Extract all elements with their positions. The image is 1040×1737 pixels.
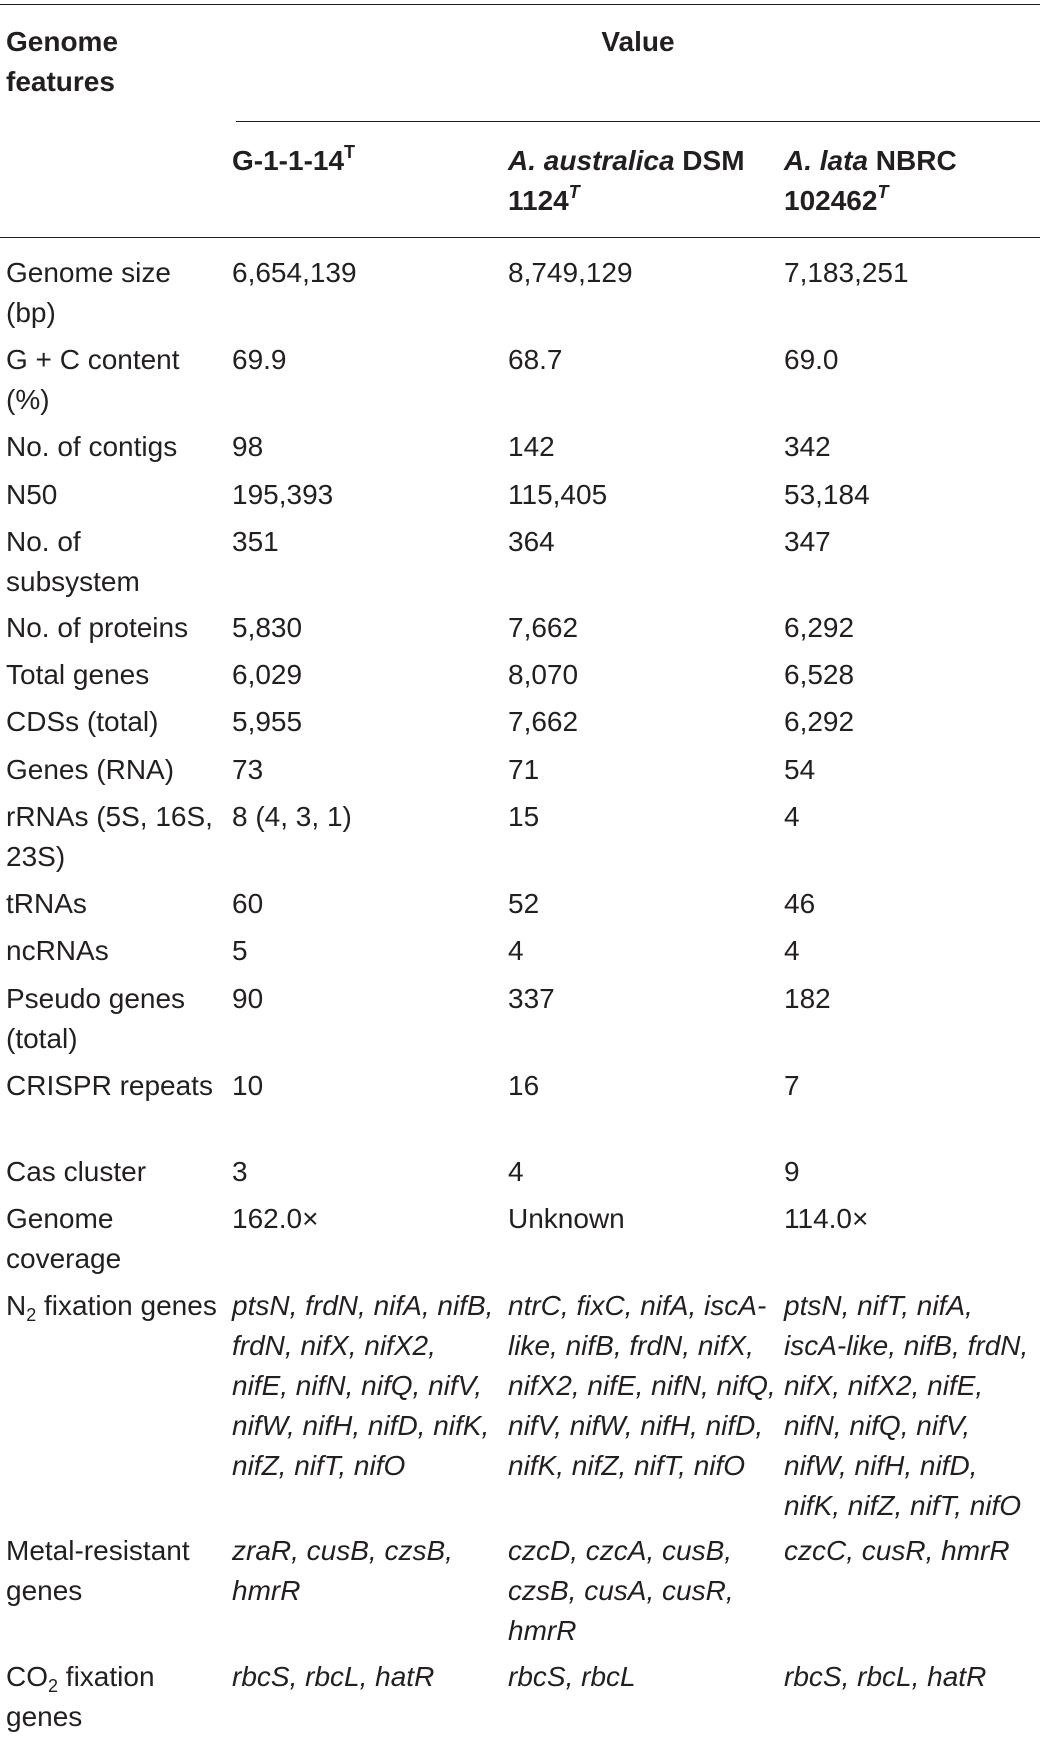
row-aa-value: 115,405 (508, 479, 608, 510)
row-feature: Metal-resistant genes (6, 1535, 190, 1606)
row-feature (6, 1286, 221, 1326)
row-g-value: 5 (232, 935, 248, 966)
row-aa-value: 4 (508, 1156, 524, 1187)
row-feature: No. of proteins (6, 612, 189, 643)
header-genome-features-text: Genome features (6, 26, 119, 97)
row-al-value: 347 (784, 526, 831, 557)
row-al-value: 69.0 (784, 344, 839, 375)
row-al-value: 53,184 (784, 479, 870, 510)
header-g-1-1-14 (232, 141, 497, 181)
row-aa-value: 8,749,129 (508, 257, 633, 288)
co2-label: fixation genes (6, 1661, 155, 1732)
row-aa-value: 52 (508, 888, 540, 919)
row-aa-value: czcD, czcA, cusB, czsB, cusA, cusR, hmrR (508, 1535, 734, 1646)
header-al-species: A. lata (784, 145, 869, 176)
row-feature: Cas cluster (6, 1156, 147, 1187)
row-al-value: 54 (784, 754, 816, 785)
n2-label: fixation genes (36, 1290, 217, 1321)
n2-subscript: 2 (26, 1305, 37, 1325)
co2-symbol: CO (6, 1661, 48, 1692)
co2-subscript: 2 (48, 1676, 59, 1696)
row-feature: rRNAs (5S, 16S, 23S) (6, 801, 213, 872)
header-a-lata (784, 141, 1040, 221)
header-bottom-rule (0, 237, 1040, 238)
row-al-value: 182 (784, 983, 831, 1014)
row-g-value: rbcS, rbcL, hatR (232, 1661, 435, 1692)
row-al-value: 6,528 (784, 659, 855, 690)
row-g-value: zraR, cusB, czsB, hmrR (232, 1535, 453, 1606)
row-g-value: 351 (232, 526, 279, 557)
row-aa-value: 71 (508, 754, 540, 785)
row-al-value: 6,292 (784, 612, 855, 643)
value-underline-rule (236, 121, 1040, 122)
row-g-value: 195,393 (232, 479, 334, 510)
row-aa-value: 7,662 (508, 612, 579, 643)
header-a-australica (508, 141, 780, 221)
row-g-value: 60 (232, 888, 264, 919)
row-aa-value: 16 (508, 1070, 540, 1101)
row-feature: ncRNAs (6, 935, 109, 966)
row-g-value: 8 (4, 3, 1) (232, 801, 352, 832)
row-feature: Genes (RNA) (6, 754, 175, 785)
row-feature: No. of subsystem (6, 526, 140, 597)
row-al-value: ptsN, nifT, nifA, iscA-like, nifB, frdN, nifX, nifX2, nifE, nifN, nifQ, nifV, nifW, nifH, nifD, nifK, nifZ, nifT, nifO (784, 1290, 1029, 1521)
row-g-value: 5,830 (232, 612, 303, 643)
row-al-value: 114.0× (784, 1203, 869, 1234)
row-aa-value: ntrC, fixC, nifA, iscA-like, nifB, frdN, nifX, nifX2, nifE, nifN, nifQ, nifV, nifW, nifH, nifD, nifK, nifZ, nifT, nifO (508, 1290, 776, 1481)
row-aa-value: 15 (508, 801, 540, 832)
row-g-value: 98 (232, 431, 264, 462)
row-g-value: 3 (232, 1156, 248, 1187)
row-aa-value: rbcS, rbcL (508, 1661, 636, 1692)
row-aa-value: 364 (508, 526, 555, 557)
row-feature: CRISPR repeats (6, 1070, 213, 1101)
header-genome-features (6, 22, 221, 102)
row-g-value: 5,955 (232, 706, 303, 737)
row-al-value: 6,292 (784, 706, 855, 737)
row-g-value: ptsN, frdN, nifA, nifB, frdN, nifX, nifX2, nifE, nifN, nifQ, nifV, nifW, nifH, nifD, nifK, nifZ, nifT, nifO (232, 1290, 494, 1481)
row-al-value: rbcS, rbcL, hatR (784, 1661, 987, 1692)
row-al-value: 4 (784, 801, 800, 832)
row-g-value: 6,654,139 (232, 257, 357, 288)
row-al-value: 342 (784, 431, 831, 462)
row-aa-value: 4 (508, 935, 524, 966)
row-feature: N50 (6, 479, 58, 510)
row-al-value: czcC, cusR, hmrR (784, 1535, 1010, 1566)
row-feature: Pseudo genes (total) (6, 983, 186, 1054)
row-feature: G + C content (%) (6, 344, 180, 415)
row-al-value: 9 (784, 1156, 800, 1187)
row-aa-value: 142 (508, 431, 555, 462)
header-al-sup: T (877, 182, 889, 202)
row-al-value: 7 (784, 1070, 800, 1101)
row-feature: tRNAs (6, 888, 87, 919)
header-aa-sup: T (568, 182, 580, 202)
header-value (236, 22, 1040, 62)
header-al-strain: NBRC 102462 (784, 145, 957, 216)
row-g-value: 162.0× (232, 1203, 319, 1234)
n2-symbol: N (6, 1290, 27, 1321)
header-value-text: Value (601, 26, 675, 57)
row-g-value: 10 (232, 1070, 264, 1101)
row-aa-value: 68.7 (508, 344, 563, 375)
row-aa-value: 337 (508, 983, 555, 1014)
row-al-value: 7,183,251 (784, 257, 909, 288)
row-feature: CDSs (total) (6, 706, 159, 737)
top-rule (0, 4, 1040, 5)
row-feature (6, 1657, 221, 1737)
row-al-value: 4 (784, 935, 800, 966)
row-g-value: 73 (232, 754, 264, 785)
row-feature: Total genes (6, 659, 150, 690)
row-aa-value: Unknown (508, 1203, 625, 1234)
header-g-sup: T (344, 142, 356, 162)
row-g-value: 90 (232, 983, 264, 1014)
row-feature: Genome coverage (6, 1203, 122, 1274)
row-g-value: 69.9 (232, 344, 287, 375)
header-aa-strain: DSM 1124 (508, 145, 745, 216)
header-g-name: G-1-1-14 (232, 145, 345, 176)
row-feature: No. of contigs (6, 431, 178, 462)
row-aa-value: 7,662 (508, 706, 579, 737)
row-g-value: 6,029 (232, 659, 303, 690)
row-aa-value: 8,070 (508, 659, 579, 690)
row-al-value: 46 (784, 888, 816, 919)
row-feature: Genome size (bp) (6, 257, 171, 328)
header-aa-species: A. australica (508, 145, 675, 176)
